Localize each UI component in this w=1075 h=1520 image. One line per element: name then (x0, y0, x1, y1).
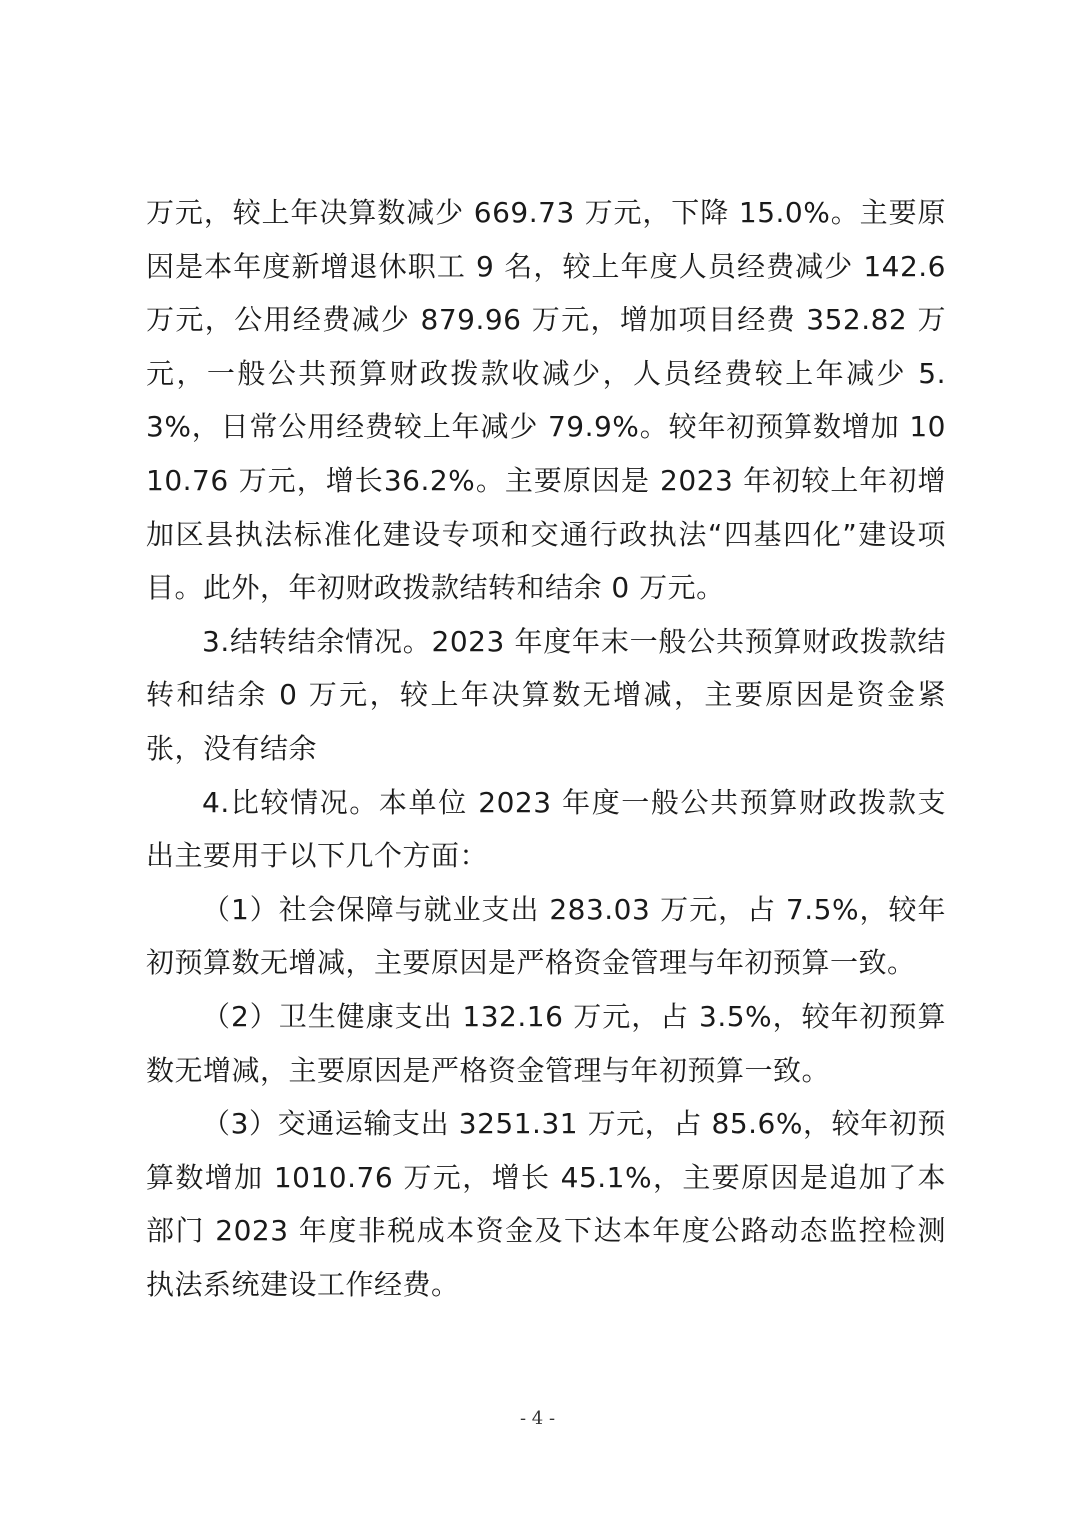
page-number: - 4 - (519, 1408, 556, 1429)
paragraph-continuation: 万元，较上年决算数减少 669.73 万元，下降 15.0%。主要原因是本年度新增退休职工 9 名，较上年度人员经费减少 142.6 万元，公用经费减少 879.96 万元，增加项目经费 352.82 万元，一般公共预算财政拨款收减少，人员经费较上年减少 5.3%，日常公用经费较上年减少 79.9%。较年初预算数增加 1010.76 万元，增长36.2%。主要原因是 2023 年初较上年初增加区县执法标准化建设专项和交通行政执法“四基四化”建设项目。此外，年初财政拨款结转和结余 0 万元。 (146, 196, 946, 605)
paragraph-comparison: 4.比较情况。本单位 2023 年度一般公共预算财政拨款支出主要用于以下几个方面： (146, 785, 946, 873)
paragraph-health: （2）卫生健康支出 132.16 万元，占 3.5%，较年初预算数无增减，主要原因是严格资金管理与年初预算一致。 (146, 999, 946, 1087)
paragraph-social-security: （1）社会保障与就业支出 283.03 万元，占 7.5%，较年初预算数无增减，主要原因是严格资金管理与年初预算一致。 (146, 892, 946, 980)
paragraph-carryover-balance: 3.结转结余情况。2023 年度年末一般公共预算财政拨款结转和结余 0 万元，较上年决算数无增减，主要原因是资金紧张，没有结余 (146, 624, 946, 765)
document-body (146, 186, 946, 1311)
paragraph-transport: （3）交通运输支出 3251.31 万元，占 85.6%，较年初预算数增加 1010.76 万元，增长 45.1%，主要原因是追加了本部门 2023 年度非税成本资金及下达本年度公路动态监控检测执法系统建设工作经费。 (146, 1107, 946, 1301)
